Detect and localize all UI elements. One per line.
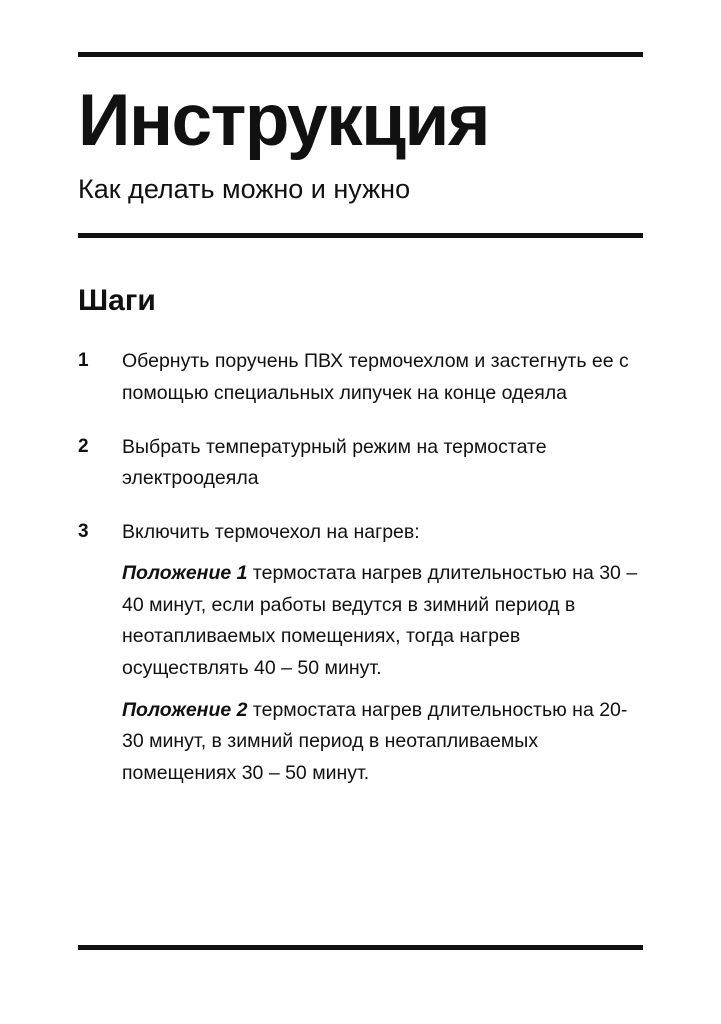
step-body <box>122 432 643 495</box>
step-paragraph <box>122 695 643 790</box>
step-number: 3 <box>78 520 89 542</box>
step-text: Обернуть поручень ПВХ термочехлом и застегнуть ее с помощью специальных липучек на конце одеяла <box>122 350 629 404</box>
step-paragraph <box>122 346 643 409</box>
list-item <box>78 517 643 790</box>
step-body <box>122 517 643 790</box>
steps-list <box>78 346 643 789</box>
step-paragraph <box>122 432 643 495</box>
step-text: Выбрать температурный режим на термостате электроодеяла <box>122 435 547 490</box>
step-lead: Положение 1 <box>122 562 248 585</box>
divider-top <box>78 52 643 57</box>
step-text: термостата нагрев длительностью на 20-30 минут, в зимний период в неотапливаемых помещениях 30 – 50 минут. <box>122 698 628 784</box>
divider-middle <box>78 233 643 238</box>
step-text: Включить термочехол на нагрев: <box>122 520 420 543</box>
step-paragraph <box>122 558 643 684</box>
section-heading-steps: Шаги <box>78 284 156 318</box>
list-item <box>78 432 643 495</box>
page-subtitle: Как делать можно и нужно <box>78 174 411 204</box>
step-number: 1 <box>78 350 89 372</box>
divider-bottom <box>78 945 643 950</box>
page-title: Инструкция <box>78 80 490 161</box>
step-text: термостата нагрев длительностью на 30 – 40 минут, если работы ведутся в зимний период в неотапливаемых помещениях, тогда нагрев осуществлять 40 – 50 минут. <box>122 562 638 680</box>
step-paragraph <box>122 517 643 549</box>
list-item <box>78 346 643 409</box>
step-body <box>122 346 643 409</box>
step-number: 2 <box>78 435 89 457</box>
step-lead: Положение 2 <box>122 698 248 721</box>
